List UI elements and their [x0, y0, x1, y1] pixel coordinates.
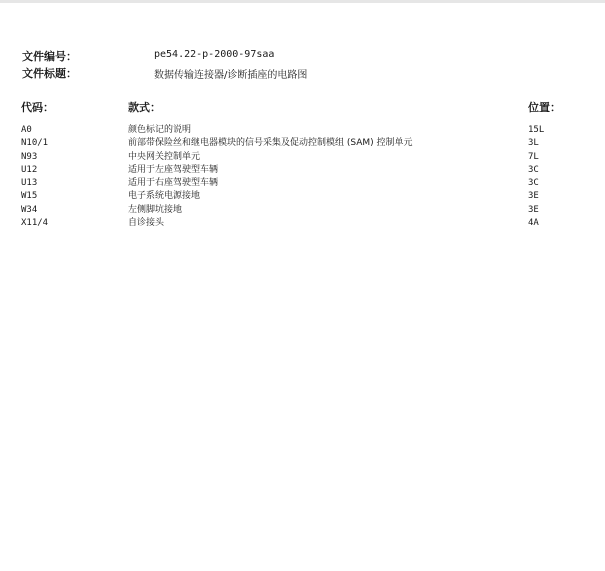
row-desc: 自诊接头: [128, 218, 165, 229]
doc-title-value: 数据传输连接器/诊断插座的电路图: [154, 70, 308, 81]
row-pos: 15L: [528, 125, 545, 135]
header-desc: 款式：: [128, 101, 161, 114]
table-row: [0, 217, 605, 230]
row-pos: 3E: [528, 191, 539, 202]
row-desc: 颜色标记的说明: [128, 125, 192, 135]
table-row: [0, 151, 605, 164]
row-desc: 左侧脚坑接地: [128, 204, 183, 215]
table-row: [0, 124, 605, 137]
row-desc: 电子系统电源接地: [128, 191, 201, 202]
row-desc: 适用于左座驾驶型车辆: [128, 164, 219, 175]
row-pos: 3C: [528, 164, 539, 175]
row-desc: 前部带保险丝和继电器模块的信号采集及促动控制模组 (SAM) 控制单元: [128, 138, 413, 149]
table-row: [0, 177, 605, 190]
component-list: [0, 124, 605, 230]
row-pos: 3E: [528, 204, 539, 215]
row-pos: 4A: [528, 218, 539, 229]
row-code: X11/4: [21, 218, 49, 229]
doc-title-label: 文件标题：: [22, 67, 77, 80]
row-code: U12: [21, 164, 38, 175]
doc-number-value: pe54.22-p-2000-97saa: [154, 49, 275, 60]
header-code: 代码：: [21, 101, 54, 114]
header-pos: 位置：: [528, 101, 561, 114]
doc-number-label: 文件编号：: [22, 50, 77, 63]
table-row: [0, 164, 605, 177]
row-code: N93: [21, 151, 38, 162]
row-desc: 适用于右座驾驶型车辆: [128, 178, 219, 189]
row-pos: 3L: [528, 138, 539, 149]
row-code: W34: [21, 204, 38, 215]
row-pos: 7L: [528, 151, 539, 162]
table-row: [0, 204, 605, 217]
row-code: U13: [21, 178, 38, 189]
row-code: A0: [21, 125, 32, 135]
row-desc: 中央网关控制单元: [128, 151, 201, 162]
row-code: N10/1: [21, 138, 49, 149]
table-row: [0, 137, 605, 150]
table-row: [0, 190, 605, 203]
top-border: [0, 0, 605, 3]
row-code: W15: [21, 191, 38, 202]
row-pos: 3C: [528, 178, 539, 189]
